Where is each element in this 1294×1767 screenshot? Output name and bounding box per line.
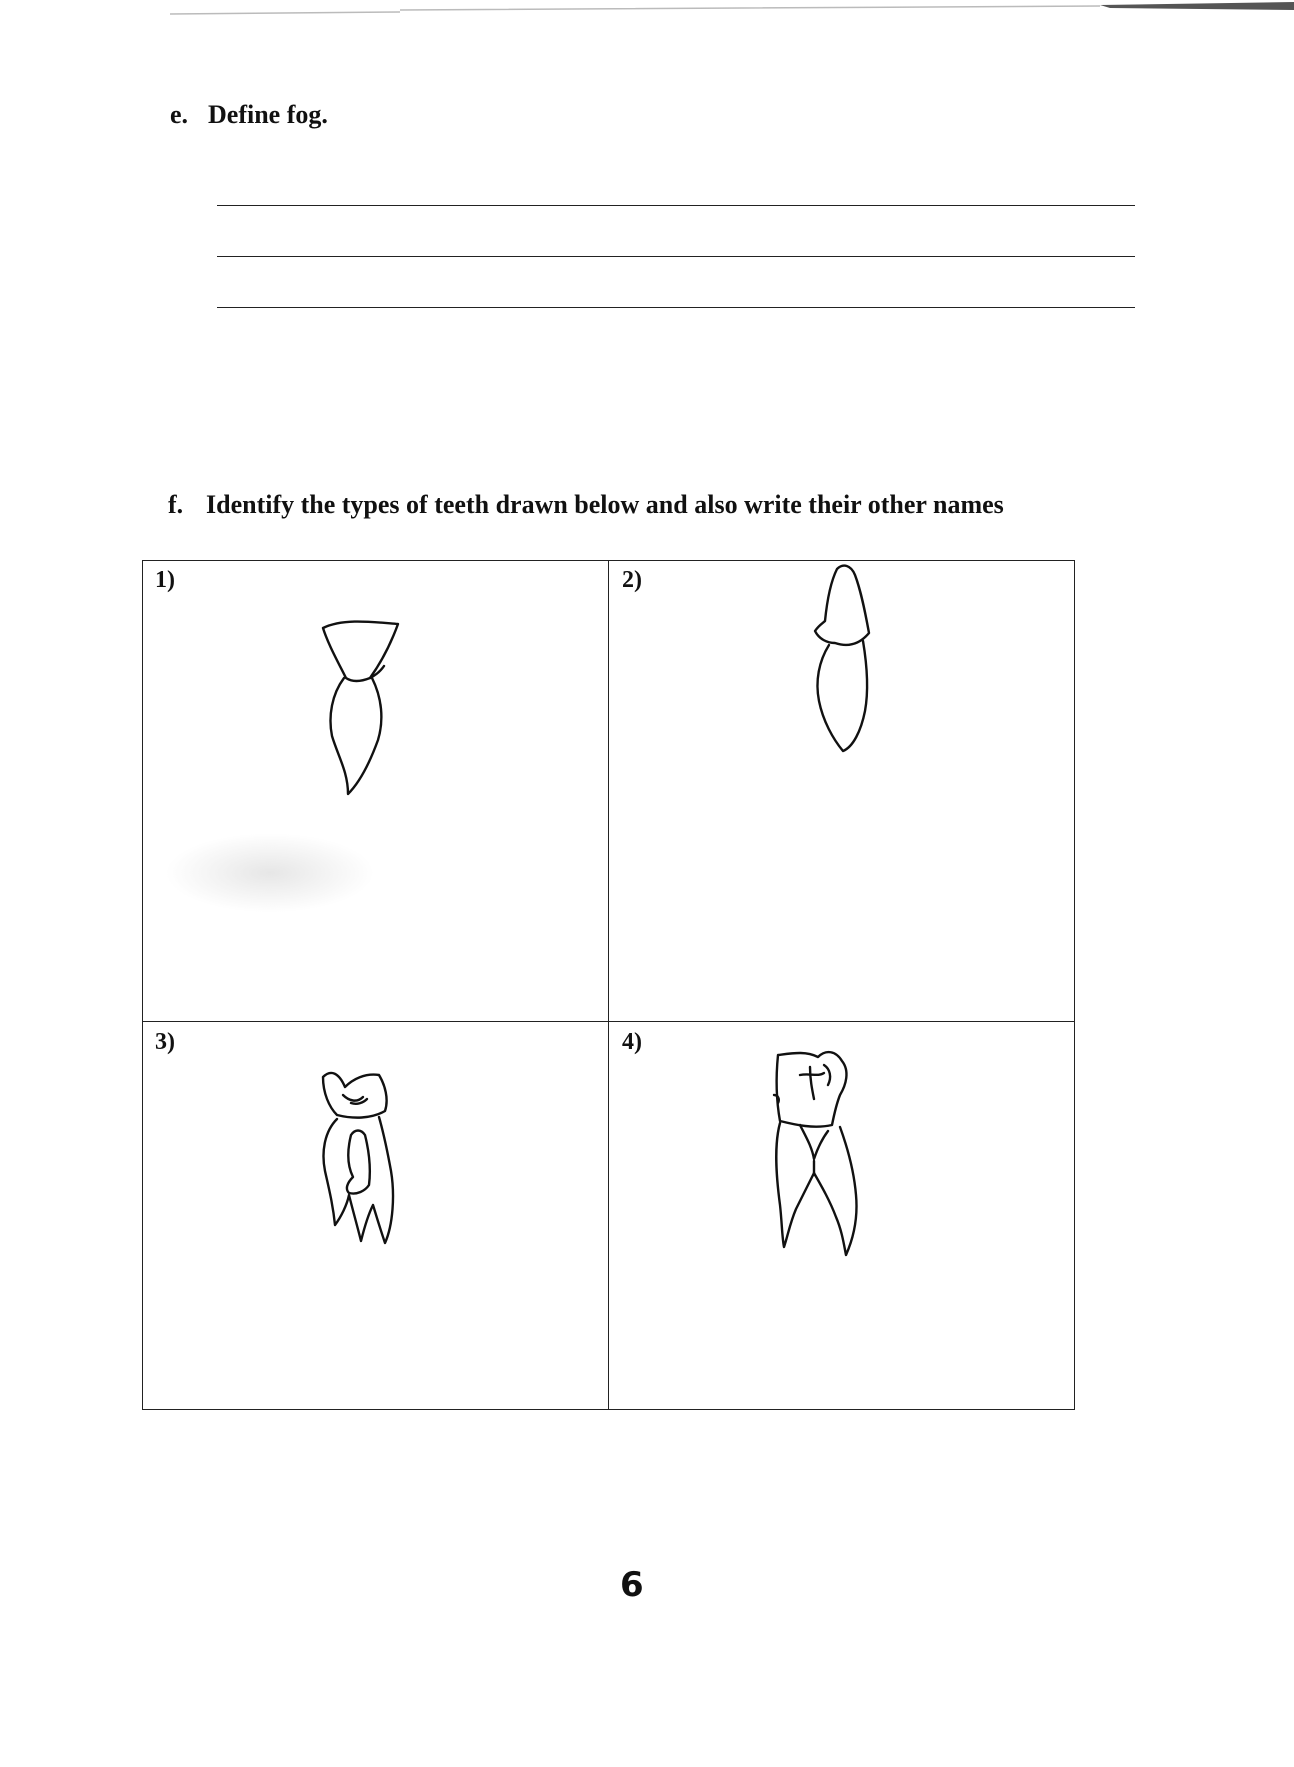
cell-number: 2): [622, 567, 642, 593]
teeth-cell-4[interactable]: [610, 1023, 1074, 1409]
canine-tooth-drawing-icon: [805, 561, 885, 761]
scan-top-edge: [0, 0, 1294, 24]
page-number: 6: [620, 1565, 644, 1605]
cell-number: 3): [155, 1029, 175, 1055]
cell-number: 1): [155, 567, 175, 593]
question-e: [170, 100, 328, 130]
question-f-label: f.: [168, 490, 184, 519]
grid-divider-vertical: [608, 561, 609, 1409]
question-e-label: e.: [170, 100, 189, 129]
teeth-cell-2[interactable]: [610, 561, 1074, 1021]
answer-line[interactable]: [217, 307, 1135, 308]
premolar-tooth-drawing-icon: [313, 1065, 413, 1255]
answer-line[interactable]: [217, 205, 1135, 206]
question-f: [168, 490, 1004, 520]
teeth-cell-3[interactable]: [143, 1023, 608, 1409]
molar-tooth-drawing-icon: [770, 1045, 880, 1265]
teeth-cell-1[interactable]: [143, 561, 608, 1021]
answer-line[interactable]: [217, 256, 1135, 257]
grid-divider-horizontal: [143, 1021, 1074, 1022]
cell-number: 4): [622, 1029, 642, 1055]
incisor-tooth-drawing-icon: [318, 616, 408, 806]
question-e-text: Define fog.: [208, 100, 328, 129]
teeth-grid: [142, 560, 1075, 1410]
question-f-text: Identify the types of teeth drawn below and also write their other names: [206, 490, 1004, 519]
scan-smudge: [165, 833, 375, 913]
